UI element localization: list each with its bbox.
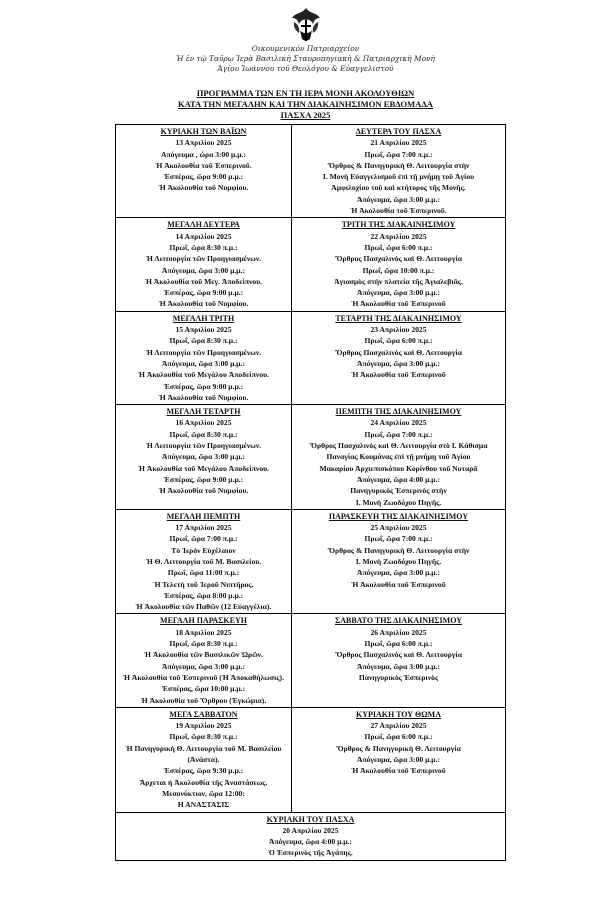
title-text-2: ΚΑΤΑ ΤΗΝ ΜΕΓΑΛΗΝ ΚΑΙ ΤΗΝ ΔΙΑΚΑΙΝΗΣΙΜΟΝ ΕΒΔΟΜΑΔΑ: [178, 99, 433, 109]
service-line: (Ἀνάστα).: [187, 755, 220, 765]
service-line: 27 Απριλίου 2025: [370, 721, 427, 731]
service-line: Ι. Μονὴ Εὐαγγελισμοῦ ἐπὶ τῇ μνήμῃ τοῦ Ἁγίου: [322, 172, 475, 182]
service-line: Πρωΐ, ὥρα 7:00 π.μ.:: [364, 534, 433, 544]
service-line: Πρωΐ, ὥρα 6:00 π.μ.:: [364, 732, 433, 742]
day-heading: ΜΕΓΑΛΗ ΤΡΙΤΗ: [172, 313, 235, 323]
service-line: Ἡ Ἀκολουθία τοῦ Ἑσπερινοῦ: [351, 766, 446, 776]
header: [0, 6, 611, 74]
service-line: Πρωΐ, ὥρα 6:00 π.μ.:: [364, 336, 433, 346]
service-line: Ἑσπέρας, ὥρα 9:30 μ.μ.:: [163, 766, 244, 776]
patriarchate-line-3: Ἁγίου Ἰωάννου τοῦ Θεολόγου & Εὐαγγελιστοῦ: [217, 64, 394, 73]
service-line: Πανηγυρικὸς Ἑσπερινὸς: [358, 672, 439, 682]
bright-week-day-cell: [292, 125, 506, 218]
service-line: Ἡ Ἀκολουθία τοῦ Ἑσπερινοῦ.: [350, 206, 447, 216]
service-line: Πρωΐ, ὥρα 8:30 π.μ.:: [169, 242, 238, 252]
day-heading: ΜΕΓΑ ΣΑΒΒΑΤΟΝ: [169, 709, 238, 719]
service-line: Ἡ Ἀκολουθία τῶν Βασιλικῶν Ὡρῶν.: [144, 650, 263, 660]
schedule-row: [116, 218, 506, 311]
service-line: Ἡ Τελετὴ τοῦ Ἱεροῦ Νιπτῆρος.: [153, 579, 254, 589]
day-heading: ΜΕΓΑΛΗ ΠΕΜΠΤΗ: [166, 511, 241, 521]
service-line: Ὄρθρος Πασχαλινὸς καὶ Θ. Λειτουργία: [335, 254, 462, 264]
day-heading: ΜΕΓΑΛΗ ΔΕΥΤΕΡΑ: [167, 220, 240, 230]
day-heading: ΣΑΒΒΑΤΟ ΤΗΣ ΔΙΑΚΑΙΝΗΣΙΜΟΥ: [334, 616, 462, 626]
service-line: 16 Απριλίου 2025: [175, 418, 232, 428]
service-line: Πρωΐ, ὥρα 6:00 π.μ.:: [364, 242, 433, 252]
service-line: 18 Απριλίου 2025: [175, 627, 232, 637]
service-line: Μεσονύκτιον, ὥρα 12:00:: [162, 788, 245, 798]
patriarchate-line-2: Ἡ ἐν τῷ Ταῦρῳ Ἱερὰ Βασιλικὴ Σταυροπηγιακὴ & Πατριαρχικὴ Μονὴ: [176, 54, 435, 63]
service-line: 26 Απριλίου 2025: [370, 627, 427, 637]
service-line: Ἀπόγευμα, ὥρα 3:00 μ.μ.:: [161, 452, 246, 462]
service-line: 13 Απριλίου 2025: [175, 138, 232, 148]
schedule-row-final: [116, 812, 506, 860]
service-line: Ὄρθρος Πασχαλινὸς καὶ Θ. Λειτουργία στὸ Ι. Κάθισμα: [309, 441, 488, 451]
service-line: Ἀπόγευμα, ὥρα 3:00 μ.μ.:: [356, 568, 441, 578]
service-line: Ἀπόγευμα, ὥρα 3:00 μ.μ.:: [356, 661, 441, 671]
service-line: Ἁγιασμὸς στὴν πλατεία τῆς Ἀγιαλεβιᾶς.: [334, 276, 463, 286]
service-line: Ἡ Ἀκολουθία τοῦ Ἑσπερινοῦ.: [155, 160, 252, 170]
service-line: Ἀπόγευμα, ὥρα 3:00 μ.μ.:: [356, 358, 441, 368]
patriarchate-line-1: Οικουμενικόν Πατριαρχείον: [251, 44, 360, 53]
service-line: Ἡ Ἀκολουθία τοῦ Μεγάλου Ἀποδείπνου.: [138, 463, 269, 473]
holy-week-day-cell: [116, 405, 292, 510]
bright-week-day-cell: [292, 311, 506, 404]
day-heading: ΚΥΡΙΑΚΗ ΤΩΝ ΒΑΪΩΝ: [160, 127, 247, 136]
service-line: Ἡ Ἀκολουθία τοῦ Νυμφίου.: [158, 299, 249, 309]
schedule-table: [115, 124, 506, 861]
day-heading: ΤΕΤΑΡΤΗ ΤΗΣ ΔΙΑΚΑΙΝΗΣΙΜΟΥ: [335, 313, 462, 323]
service-line: Ἡ Ἀκολουθία τοῦ Νυμφίου.: [158, 392, 249, 402]
holy-week-day-cell: [116, 509, 292, 614]
service-line: Πρωΐ, ὥρα 11:00 π.μ.:: [167, 568, 240, 578]
day-heading: ΚΥΡΙΑΚΗ ΤΟΥ ΠΑΣΧΑ: [266, 814, 355, 824]
service-line: Πανηγυρικὸς Ἑσπερινὸς στὴν: [350, 486, 447, 496]
schedule-row: [116, 405, 506, 510]
service-line: Πρωΐ, ὥρα 8:30 π.μ.:: [169, 336, 238, 346]
holy-week-day-cell: [116, 125, 292, 218]
service-line: Ἑσπέρας, ὥρα 10:00 μ.μ.:: [161, 684, 246, 694]
schedule-row: [116, 509, 506, 614]
service-line: Πρωΐ, ὥρα 8:30 π.μ.:: [169, 429, 238, 439]
title-text-1: ΠΡΟΓΡΑΜΜΑ ΤΩΝ ΕΝ ΤΗ ΙΕΡΑ ΜΟΝΗ ΑΚΟΛΟΥΘΙΩΝ: [196, 88, 415, 98]
bright-week-day-cell: [292, 218, 506, 311]
service-line: Ἡ Ἀκολουθία τοῦ Μεγάλου Ἀποδείπνου.: [138, 370, 269, 380]
service-line: Ι. Μονὴ Ζωοδόχου Πηγῆς.: [355, 497, 442, 507]
day-heading: ΜΕΓΑΛΗ ΠΑΡΑΣΚΕΥΗ: [160, 616, 247, 626]
service-line: Ι. Μονὴ Ζωοδόχου Πηγῆς.: [355, 556, 442, 566]
service-line: Ἀπόγευμα, ὥρα 3:00 μ.μ.:: [161, 358, 246, 368]
service-line: Πρωΐ, ὥρα 7:00 π.μ.:: [364, 429, 433, 439]
service-line: 20 Απριλίου 2025: [282, 825, 339, 835]
service-line: Ἀπόγευμα, ὥρα 3:00 μ.μ.:: [161, 661, 246, 671]
service-line: Ἀμφιλοχίου τοῦ καὶ κτήτορος τῆς Μονῆς.: [331, 183, 466, 193]
service-line: Ἀπόγευμα, ὥρα 4:00 μ.μ.:: [356, 474, 441, 484]
day-heading: ΔΕΥΤΕΡΑ ΤΟΥ ΠΑΣΧΑ: [355, 127, 442, 136]
schedule-row: [116, 125, 506, 218]
day-heading: ΜΕΓΑΛΗ ΤΕΤΑΡΤΗ: [166, 407, 241, 417]
day-heading: ΚΥΡΙΑΚΗ ΤΟΥ ΘΩΜΑ: [355, 709, 442, 719]
service-line: 21 Απριλίου 2025: [370, 138, 427, 148]
service-line: Ἡ Λειτουργία τῶν Προηγιασμένων.: [145, 441, 262, 451]
service-line: 14 Απριλίου 2025: [175, 231, 232, 241]
service-line: Ἑσπέρας, ὥρα 9:00 μ.μ.:: [163, 288, 244, 298]
service-line: Ἡ Ἀκολουθία τῶν Παθῶν (12 Εὐαγγέλια).: [135, 602, 272, 612]
service-line: Ἡ Ἀκολουθία τοῦ Ἑσπερινοῦ: [351, 299, 446, 309]
title-line-1: [0, 88, 611, 99]
service-line: Ὄρθρος Πασχαλινὸς καὶ Θ. Λειτουργία: [335, 347, 462, 357]
service-line: Πρωΐ, ὥρα 7:00 π.μ.:: [169, 534, 238, 544]
service-line: Ἑσπέρας, ὥρα 9:00 μ.μ.:: [163, 381, 244, 391]
service-line: Ἡ Θ. Λειτουργία τοῦ Μ. Βασιλείου.: [145, 556, 262, 566]
service-line: Ἡ Ἀκολουθία τοῦ Ἑσπερινοῦ: [351, 370, 446, 380]
service-line: 15 Απριλίου 2025: [175, 325, 232, 335]
service-line: Ὁ Ἑσπερινὸς τῆς Ἀγάπης.: [268, 848, 353, 858]
schedule-row: [116, 614, 506, 707]
service-line: 19 Απριλίου 2025: [175, 721, 232, 731]
service-line: Ἀπόγευμα, ὥρα 3:00 μ.μ.:: [356, 288, 441, 298]
bright-week-day-cell: [292, 707, 506, 812]
service-line: Ἀπόγευμα, ὥρα 4:00 μ.μ.:: [268, 837, 353, 847]
service-line: 24 Απριλίου 2025: [370, 418, 427, 428]
day-heading: ΤΡΙΤΗ ΤΗΣ ΔΙΑΚΑΙΝΗΣΙΜΟΥ: [341, 220, 456, 230]
holy-week-day-cell: [116, 707, 292, 812]
day-heading: ΠΑΡΑΣΚΕΥΗ ΤΗΣ ΔΙΑΚΑΙΝΗΣΙΜΟΥ: [328, 511, 469, 521]
bright-week-day-cell: [292, 405, 506, 510]
holy-week-day-cell: [116, 311, 292, 404]
service-line: Ἑσπέρας, ὥρα 8:00 μ.μ.:: [163, 590, 244, 600]
service-line: Ἑσπέρας, ὥρα 9:00 μ.μ.:: [163, 474, 244, 484]
day-heading: ΠΕΜΠΤΗ ΤΗΣ ΔΙΑΚΑΙΝΗΣΙΜΟΥ: [335, 407, 462, 417]
service-line: Ἀπόγευμα, ὥρα 3:00 μ.μ.:: [161, 265, 246, 275]
service-line: Απόγευμα , ώρα 3:00 μ.μ.:: [161, 149, 246, 159]
bright-week-day-cell: [292, 509, 506, 614]
service-line: Ἡ Λειτουργία τῶν Προηγιασμένων.: [145, 347, 262, 357]
service-line: Πρωΐ, ὥρα 8:30 π.μ.:: [169, 639, 238, 649]
service-line: Ἡ Ἀκολουθία τοῦ Ἑσπερινοῦ (Ἡ Ἀποκαθήλωσις).: [123, 672, 284, 682]
title-line-2: [0, 99, 611, 110]
service-line: Ὄρθρος & Πανηγυρικὴ Θ. Λειτουργία στὴν: [327, 545, 470, 555]
service-line: Ἄρχεται ἡ Ἀκολουθία τῆς Ἀναστάσεως.: [139, 777, 268, 787]
service-line: 23 Απριλίου 2025: [370, 325, 427, 335]
service-line: Ὄρθρος & Πανηγυρικὴ Θ. Λειτουργία στὴν: [327, 160, 470, 170]
title-text-3: ΠΑΣΧΑ 2025: [280, 110, 331, 120]
service-line: Πρωΐ, ὥρα 7:00 π.μ.:: [364, 149, 433, 159]
service-line: Ἀπόγευμα, ὥρα 3:00 μ.μ.:: [356, 194, 441, 204]
service-line: 25 Απριλίου 2025: [370, 523, 427, 533]
service-line: Πρωΐ, ὥρα 8:30 π.μ.:: [169, 732, 238, 742]
holy-week-day-cell: [116, 218, 292, 311]
holy-week-day-cell: [116, 614, 292, 707]
service-line: 17 Απριλίου 2025: [175, 523, 232, 533]
service-line: Ἡ Ἀκολουθία τοῦ Ὄρθρου (Ἐγκώμια).: [140, 695, 267, 705]
title-line-3: [0, 110, 611, 121]
bright-week-day-cell: [292, 614, 506, 707]
service-line: Μακαρίου Ἀρχιεπισκόπου Κορίνθου τοῦ Νοταρᾶ: [319, 463, 478, 473]
service-line: Παναγίας Κουμάνας ἐπὶ τῇ μνήμῃ τοῦ Ἁγίου: [326, 452, 471, 462]
schedule-row: [116, 311, 506, 404]
service-line: Ὄρθρος & Πανηγυρικὴ Θ. Λειτουργία: [336, 743, 461, 753]
service-line: Πρωΐ, ὥρα 10:00 π.μ.:: [362, 265, 435, 275]
service-line: Ἡ Λειτουργία τῶν Προηγιασμένων.: [145, 254, 262, 264]
service-line: Ἀπόγευμα, ὥρα 3:00 μ.μ.:: [356, 755, 441, 765]
service-line: Πρωΐ, ὥρα 6:00 π.μ.:: [364, 639, 433, 649]
service-line: Η ΑΝΑΣΤΑΣΙΣ: [177, 800, 230, 810]
pascha-day-cell: [116, 812, 506, 860]
service-line: Τὸ Ἱερὸν Εὐχέλαιον: [171, 545, 236, 555]
service-line: Ὄρθρος Πασχαλινὸς καὶ Θ. Λειτουργία: [335, 650, 462, 660]
monastery-crest-icon: [286, 6, 326, 44]
service-line: Ἡ Ἀκολουθία τοῦ Νυμφίου.: [158, 183, 249, 193]
service-line: Ἡ Ἀκολουθία τοῦ Μεγ. Ἀποδείπνου.: [144, 276, 263, 286]
schedule-row: [116, 707, 506, 812]
service-line: Ἡ Ἀκολουθία τοῦ Νυμφίου.: [158, 486, 249, 496]
service-line: Ἡ Ἀκολουθία τοῦ Ἑσπερινοῦ: [351, 579, 446, 589]
service-line: 22 Απριλίου 2025: [370, 231, 427, 241]
service-line: Ἡ Πανηγυρικὴ Θ. Λειτουργία τοῦ Μ. Βασιλείου: [125, 743, 282, 753]
service-line: Ἑσπέρας, ὥρα 9:00 μ.μ.:: [163, 172, 244, 182]
